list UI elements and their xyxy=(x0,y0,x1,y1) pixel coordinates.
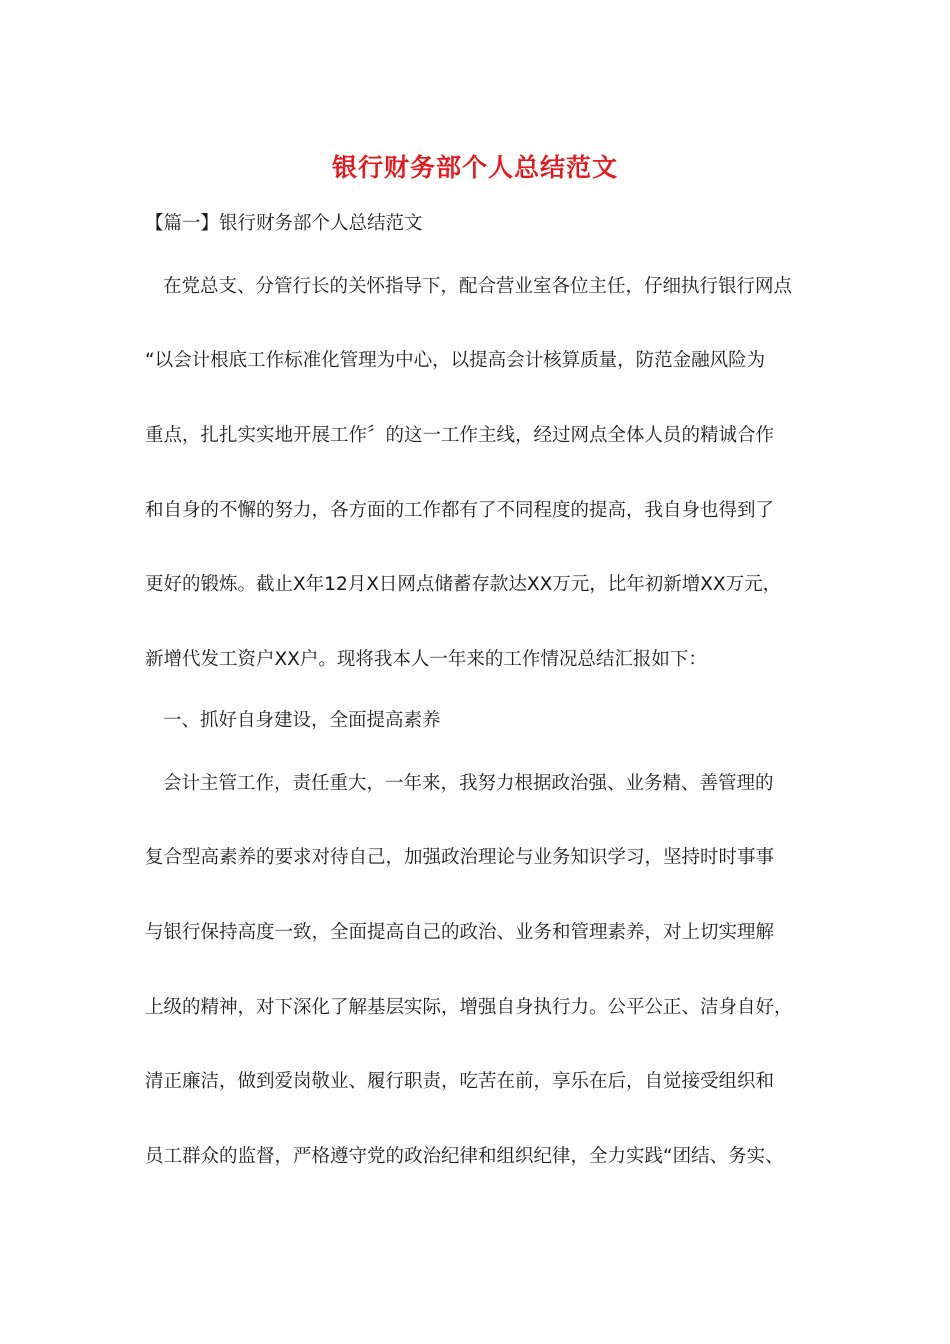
paragraph-line: 重点，扎扎实实地开展工作〞的这一工作主线，经过网点全体人员的精诚合作 xyxy=(145,425,775,446)
document-title: 银行财务部个人总结范文 xyxy=(331,153,618,182)
subsection-heading: 一、抓好自身建设，全面提高素养 xyxy=(163,710,441,731)
paragraph-line: 新增代发工资户XX户。现将我本人一年来的工作情况总结汇报如下： xyxy=(145,649,707,670)
section-heading: 【篇一】银行财务部个人总结范文 xyxy=(145,213,423,234)
paragraph-line: “以会计根底工作标准化管理为中心，以提高会计核算质量，防范金融风险为 xyxy=(145,350,766,371)
paragraph-line: 更好的锻炼。截止X年12月X日网点储蓄存款达XX万元，比年初新增XX万元， xyxy=(145,574,782,595)
paragraph-line: 在党总支、分管行长的关怀指导下，配合营业室各位主任，仔细执行银行网点 xyxy=(163,276,793,297)
paragraph-line: 员工群众的监督，严格遵守党的政治纪律和组织纪律，全力实践“团结、务实、 xyxy=(145,1146,784,1167)
paragraph-line: 复合型高素养的要求对待自己，加强政治理论与业务知识学习，坚持时时事事 xyxy=(145,847,775,868)
paragraph-line: 上级的精神，对下深化了解基层实际，增强自身执行力。公平公正、洁身自好， xyxy=(145,997,793,1018)
paragraph-line: 和自身的不懈的努力，各方面的工作都有了不同程度的提高，我自身也得到了 xyxy=(145,500,775,521)
paragraph-line: 与银行保持高度一致，全面提高自己的政治、业务和管理素养，对上切实理解 xyxy=(145,922,775,943)
paragraph-line: 清正廉洁，做到爱岗敬业、履行职责，吃苦在前，享乐在后，自觉接受组织和 xyxy=(145,1071,775,1092)
paragraph-line: 会计主管工作，责任重大，一年来，我努力根据政治强、业务精、善管理的 xyxy=(163,773,774,794)
